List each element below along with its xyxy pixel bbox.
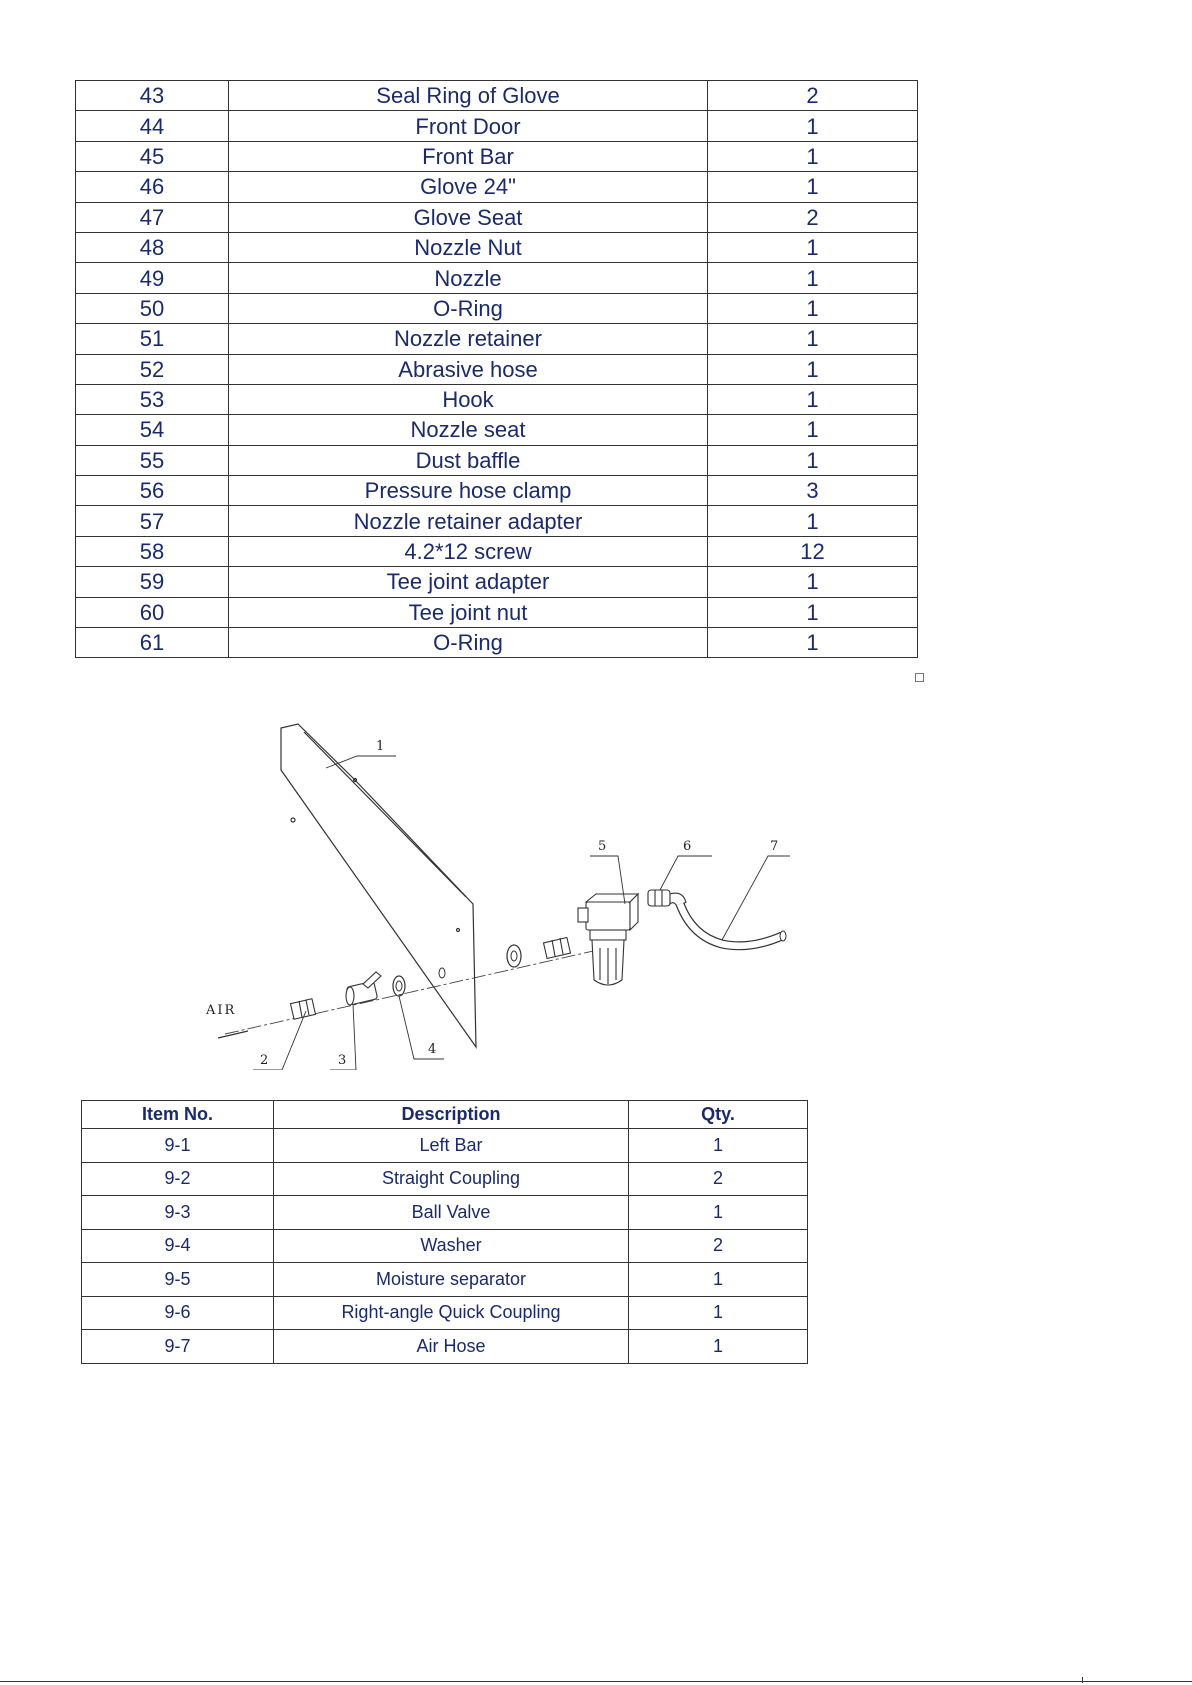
header-qty: Qty. bbox=[629, 1101, 808, 1129]
item-no-cell: 53 bbox=[76, 384, 229, 414]
item-no-cell: 46 bbox=[76, 172, 229, 202]
callout-1: 1 bbox=[376, 739, 385, 754]
parts-table-upper bbox=[75, 80, 918, 658]
item-no-cell: 52 bbox=[76, 354, 229, 384]
item-no-cell: 9-6 bbox=[82, 1296, 274, 1330]
item-no-cell: 59 bbox=[76, 567, 229, 597]
qty-cell: 1 bbox=[708, 232, 918, 262]
description-cell: Seal Ring of Glove bbox=[229, 81, 708, 111]
description-cell: Moisture separator bbox=[274, 1263, 629, 1297]
description-cell: Nozzle seat bbox=[229, 415, 708, 445]
description-cell: Dust baffle bbox=[229, 445, 708, 475]
callout-4: 4 bbox=[428, 1042, 437, 1057]
left-bar-panel bbox=[281, 724, 476, 1047]
table-row bbox=[82, 1129, 808, 1163]
qty-cell: 3 bbox=[708, 476, 918, 506]
table-row bbox=[76, 324, 918, 354]
ball-valve bbox=[346, 972, 381, 1005]
item-no-cell: 60 bbox=[76, 597, 229, 627]
description-cell: O-Ring bbox=[229, 293, 708, 323]
qty-cell: 1 bbox=[708, 567, 918, 597]
table-row bbox=[76, 415, 918, 445]
item-no-cell: 51 bbox=[76, 324, 229, 354]
straight-coupling-left bbox=[290, 999, 315, 1020]
description-cell: Tee joint adapter bbox=[229, 567, 708, 597]
table-row bbox=[82, 1162, 808, 1196]
description-cell: Front Bar bbox=[229, 141, 708, 171]
qty-cell: 1 bbox=[629, 1330, 808, 1364]
table-row bbox=[76, 445, 918, 475]
item-no-cell: 45 bbox=[76, 141, 229, 171]
description-cell: 4.2*12 screw bbox=[229, 536, 708, 566]
description-cell: Nozzle retainer adapter bbox=[229, 506, 708, 536]
qty-cell: 2 bbox=[708, 81, 918, 111]
qty-cell: 1 bbox=[708, 263, 918, 293]
header-description: Description bbox=[274, 1101, 629, 1129]
exploded-assembly-drawing bbox=[200, 718, 820, 1070]
table-row bbox=[76, 202, 918, 232]
item-no-cell: 9-7 bbox=[82, 1330, 274, 1364]
callout-3: 3 bbox=[338, 1053, 347, 1068]
callout-5: 5 bbox=[598, 839, 607, 854]
qty-cell: 1 bbox=[708, 172, 918, 202]
qty-cell: 2 bbox=[629, 1162, 808, 1196]
callout-6: 6 bbox=[683, 839, 692, 854]
description-cell: O-Ring bbox=[229, 628, 708, 658]
table-row bbox=[76, 476, 918, 506]
description-cell: Front Door bbox=[229, 111, 708, 141]
item-no-cell: 56 bbox=[76, 476, 229, 506]
table-row bbox=[82, 1196, 808, 1230]
description-cell: Right-angle Quick Coupling bbox=[274, 1296, 629, 1330]
table-row bbox=[76, 567, 918, 597]
qty-cell: 1 bbox=[708, 354, 918, 384]
item-no-cell: 61 bbox=[76, 628, 229, 658]
qty-cell: 1 bbox=[708, 141, 918, 171]
item-no-cell: 47 bbox=[76, 202, 229, 232]
item-no-cell: 58 bbox=[76, 536, 229, 566]
item-no-cell: 43 bbox=[76, 81, 229, 111]
table-row bbox=[76, 111, 918, 141]
moisture-separator bbox=[578, 894, 638, 985]
table-row bbox=[76, 232, 918, 262]
qty-cell: 1 bbox=[629, 1263, 808, 1297]
washer-right bbox=[507, 945, 521, 967]
parts-table-lower bbox=[81, 1100, 808, 1364]
table-row bbox=[76, 81, 918, 111]
qty-cell: 1 bbox=[708, 111, 918, 141]
table-header-row bbox=[82, 1101, 808, 1129]
qty-cell: 1 bbox=[629, 1196, 808, 1230]
item-no-cell: 9-4 bbox=[82, 1229, 274, 1263]
qty-cell: 1 bbox=[708, 415, 918, 445]
callout-7: 7 bbox=[770, 839, 779, 854]
header-item-no: Item No. bbox=[82, 1101, 274, 1129]
qty-cell: 1 bbox=[708, 384, 918, 414]
table-row bbox=[82, 1263, 808, 1297]
qty-cell: 1 bbox=[629, 1129, 808, 1163]
item-no-cell: 9-2 bbox=[82, 1162, 274, 1196]
description-cell: Left Bar bbox=[274, 1129, 629, 1163]
description-cell: Nozzle bbox=[229, 263, 708, 293]
washer-left bbox=[393, 976, 405, 996]
table-row bbox=[76, 536, 918, 566]
table-row bbox=[76, 506, 918, 536]
description-cell: Tee joint nut bbox=[229, 597, 708, 627]
item-no-cell: 9-3 bbox=[82, 1196, 274, 1230]
description-cell: Air Hose bbox=[274, 1330, 629, 1364]
item-no-cell: 55 bbox=[76, 445, 229, 475]
description-cell: Washer bbox=[274, 1229, 629, 1263]
item-no-cell: 54 bbox=[76, 415, 229, 445]
table-row bbox=[76, 628, 918, 658]
qty-cell: 2 bbox=[708, 202, 918, 232]
table-row bbox=[76, 293, 918, 323]
item-no-cell: 50 bbox=[76, 293, 229, 323]
description-cell: Ball Valve bbox=[274, 1196, 629, 1230]
qty-cell: 1 bbox=[708, 293, 918, 323]
page-corner-tick bbox=[1082, 1677, 1083, 1683]
item-no-cell: 57 bbox=[76, 506, 229, 536]
table-row bbox=[76, 384, 918, 414]
description-cell: Pressure hose clamp bbox=[229, 476, 708, 506]
description-cell: Glove 24" bbox=[229, 172, 708, 202]
table-row bbox=[76, 172, 918, 202]
item-no-cell: 49 bbox=[76, 263, 229, 293]
qty-cell: 1 bbox=[629, 1296, 808, 1330]
description-cell: Straight Coupling bbox=[274, 1162, 629, 1196]
table-row bbox=[76, 597, 918, 627]
item-no-cell: 48 bbox=[76, 232, 229, 262]
description-cell: Abrasive hose bbox=[229, 354, 708, 384]
item-no-cell: 9-1 bbox=[82, 1129, 274, 1163]
item-no-cell: 44 bbox=[76, 111, 229, 141]
table-row bbox=[82, 1296, 808, 1330]
table-row bbox=[82, 1330, 808, 1364]
callout-2: 2 bbox=[260, 1053, 269, 1068]
table-row bbox=[82, 1229, 808, 1263]
page-bottom-rule bbox=[0, 1681, 1192, 1682]
table-resize-handle bbox=[915, 673, 924, 682]
qty-cell: 1 bbox=[708, 506, 918, 536]
qty-cell: 2 bbox=[629, 1229, 808, 1263]
qty-cell: 1 bbox=[708, 597, 918, 627]
air-inlet-label: AIR bbox=[206, 1003, 237, 1018]
qty-cell: 1 bbox=[708, 445, 918, 475]
description-cell: Hook bbox=[229, 384, 708, 414]
description-cell: Nozzle retainer bbox=[229, 324, 708, 354]
item-no-cell: 9-5 bbox=[82, 1263, 274, 1297]
straight-coupling-right bbox=[544, 938, 571, 959]
qty-cell: 1 bbox=[708, 324, 918, 354]
table-row bbox=[76, 141, 918, 171]
qty-cell: 12 bbox=[708, 536, 918, 566]
table-row bbox=[76, 263, 918, 293]
table-row bbox=[76, 354, 918, 384]
description-cell: Glove Seat bbox=[229, 202, 708, 232]
qty-cell: 1 bbox=[708, 628, 918, 658]
description-cell: Nozzle Nut bbox=[229, 232, 708, 262]
